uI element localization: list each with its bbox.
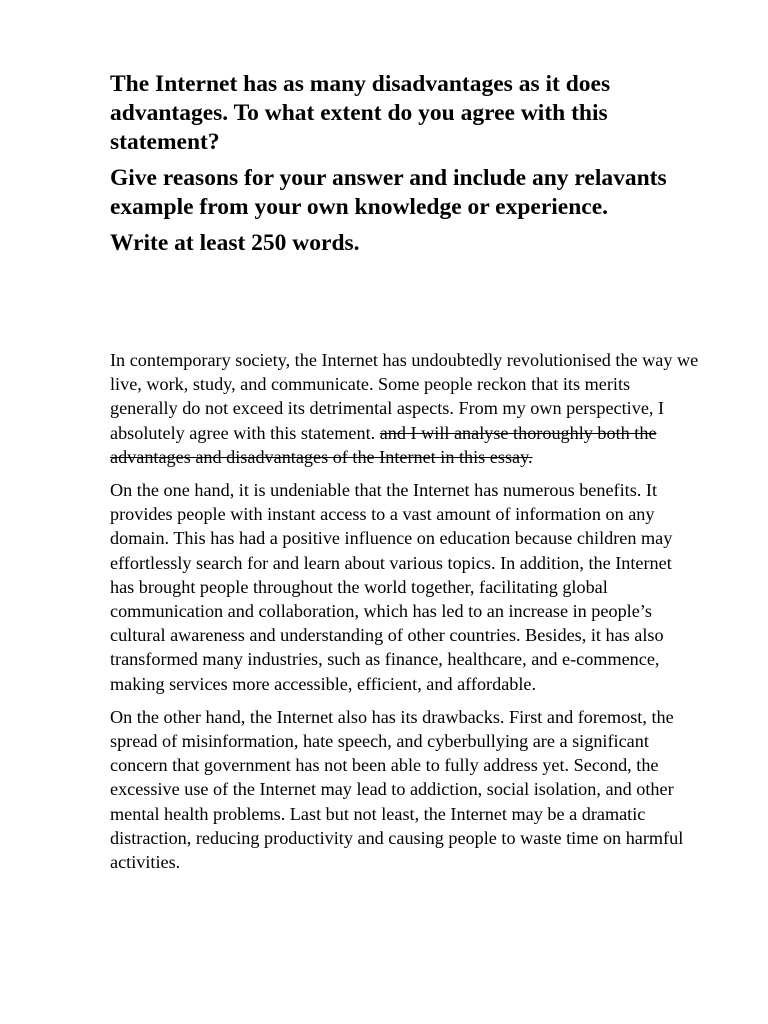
prompt-word-limit: Write at least 250 words.: [110, 230, 360, 256]
introduction-paragraph: [110, 348, 700, 469]
introduction-text: In contemporary society, the Internet has undoubtedly revolutionised the way we live, work, study, and communicate. Some people reckon that its merits generally do not exceed its detrimental aspects. From my own perspective, I absolutely agree with this statement.: [110, 350, 699, 443]
essay-body: [110, 348, 700, 883]
body-paragraph-disadvantages: On the other hand, the Internet also has its drawbacks. First and foremost, the spread of misinformation, hate speech, and cyberbullying are a significant concern that government has not been able to fully address yet. Second, the excessive use of the Internet may lead to addiction, social isolation, and other mental health problems. Last but not least, the Internet may be a dramatic distraction, reducing productivity and causing people to waste time on harmful activities.: [110, 706, 684, 873]
prompt-instruction: Give reasons for your answer and include any relavants example from your own knowledge or experience.: [110, 165, 667, 220]
prompt-question: The Internet has as many disadvantages as it does advantages. To what extent do you agree with this statement?: [110, 71, 611, 155]
struck-through-text: and I will analyse thoroughly both the advantages and disadvantages of the Internet in this essay.: [110, 422, 657, 467]
essay-prompt: [110, 70, 700, 265]
body-paragraph-advantages: On the one hand, it is undeniable that the Internet has numerous benefits. It provides people with instant access to a vast amount of information on any domain. This has had a positive influence on education because children may effortlessly search for and learn about various topics. In addition, the Internet has brought people throughout the world together, facilitating global communication and collaboration, which has led to an increase in people’s cultural awareness and understanding of other countries. Besides, it has also transformed many industries, such as finance, healthcare, and e-commence, making services more accessible, efficient, and affordable.: [110, 480, 673, 694]
